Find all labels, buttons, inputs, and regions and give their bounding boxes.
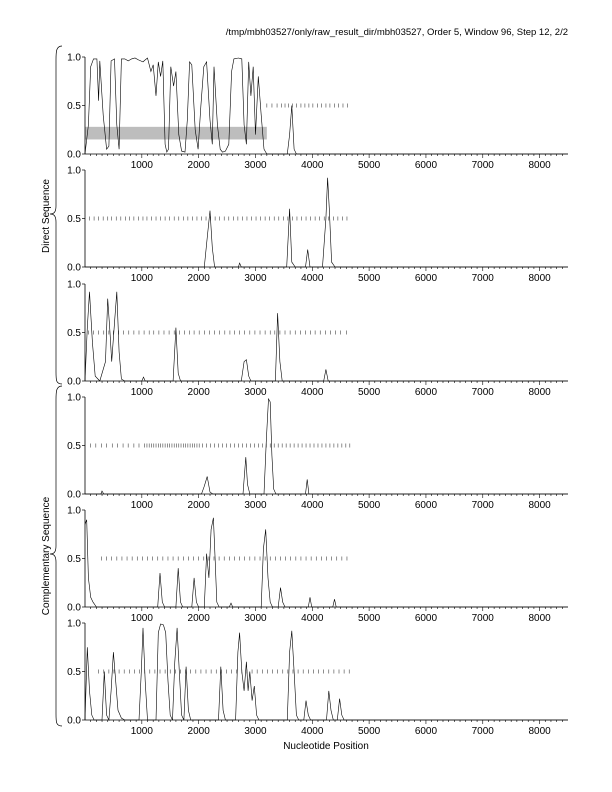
x-tick-label: 8000	[528, 613, 551, 624]
x-tick-label: 4000	[301, 273, 324, 284]
y-tick-label: 1.0	[67, 618, 81, 630]
x-tick-label: 2000	[187, 500, 210, 511]
x-tick-label: 5000	[357, 387, 381, 398]
y-tick-label: 1.0	[67, 52, 81, 64]
x-tick-label: 2000	[187, 160, 210, 171]
x-tick-label: 2000	[187, 613, 210, 624]
x-tick-label: 8000	[528, 500, 551, 511]
x-tick-label: 5000	[357, 273, 381, 284]
x-tick-label: 3000	[244, 500, 267, 511]
direct-sequence-label: Direct Sequence	[41, 179, 52, 253]
x-tick-label: 8000	[528, 387, 551, 398]
x-tick-label: 1000	[130, 500, 153, 511]
x-axis-title: Nucleotide Position	[283, 741, 369, 752]
y-tick-label: 0.0	[67, 489, 81, 501]
x-tick-label: 3000	[244, 273, 267, 284]
x-tick-label: 3000	[244, 387, 267, 398]
x-tick-label: 2000	[187, 726, 210, 737]
x-tick-label: 7000	[471, 726, 494, 737]
x-tick-label: 3000	[244, 160, 267, 171]
panel-6	[67, 619, 568, 738]
y-tick-label: 0.0	[67, 715, 81, 727]
x-tick-label: 7000	[471, 387, 494, 398]
x-tick-label: 7000	[471, 613, 494, 624]
panel-2	[67, 166, 568, 285]
y-tick-label: 0.0	[67, 149, 81, 161]
y-tick-label: 1.0	[67, 165, 81, 177]
y-tick-label: 1.0	[67, 392, 81, 404]
y-tick-label: 0.5	[67, 441, 81, 452]
x-tick-label: 5000	[357, 726, 381, 737]
coding-potential-line	[85, 292, 568, 381]
x-tick-label: 1000	[130, 726, 153, 737]
coding-potential-line	[85, 624, 568, 720]
x-tick-label: 7000	[471, 160, 494, 171]
x-tick-label: 1000	[130, 160, 153, 171]
panel-5	[67, 506, 568, 625]
coding-potential-line	[85, 518, 568, 607]
panel-1	[67, 53, 568, 172]
panel-3	[67, 280, 568, 399]
x-tick-label: 2000	[187, 273, 210, 284]
x-tick-label: 3000	[244, 613, 267, 624]
x-tick-label: 5000	[357, 500, 381, 511]
x-tick-label: 8000	[528, 160, 551, 171]
x-tick-label: 6000	[414, 160, 438, 171]
x-tick-label: 1000	[130, 387, 153, 398]
x-tick-label: 4000	[301, 613, 324, 624]
y-tick-label: 0.5	[67, 214, 81, 225]
x-tick-label: 6000	[414, 387, 438, 398]
highlight-bar	[85, 127, 267, 140]
y-tick-label: 0.5	[67, 554, 81, 565]
x-tick-label: 8000	[528, 726, 551, 737]
y-tick-label: 0.0	[67, 376, 81, 388]
y-tick-label: 1.0	[67, 505, 81, 517]
x-tick-label: 1000	[130, 273, 153, 284]
y-tick-label: 0.0	[67, 262, 81, 274]
y-tick-label: 1.0	[67, 279, 81, 291]
x-tick-label: 2000	[187, 387, 210, 398]
x-tick-label: 4000	[301, 387, 324, 398]
x-tick-label: 8000	[528, 273, 551, 284]
panels	[67, 53, 568, 738]
x-tick-label: 4000	[301, 726, 324, 737]
x-tick-label: 1000	[130, 613, 153, 624]
y-tick-label: 0.5	[67, 328, 81, 339]
x-tick-label: 3000	[244, 726, 267, 737]
panel-4	[67, 393, 568, 512]
coding-potential-line	[85, 399, 568, 494]
x-tick-label: 6000	[414, 613, 438, 624]
complementary-sequence-label: Complementary Sequence	[41, 496, 52, 616]
y-tick-label: 0.5	[67, 101, 81, 112]
x-tick-label: 7000	[471, 500, 494, 511]
x-tick-label: 4000	[301, 500, 324, 511]
x-tick-label: 6000	[414, 500, 438, 511]
coding-potential-line	[85, 58, 568, 154]
x-tick-label: 6000	[414, 726, 438, 737]
x-tick-label: 6000	[414, 273, 438, 284]
x-tick-label: 7000	[471, 273, 494, 284]
x-tick-label: 5000	[357, 160, 381, 171]
coding-potential-line	[85, 178, 568, 267]
y-tick-label: 0.0	[67, 602, 81, 614]
y-tick-label: 0.5	[67, 667, 81, 678]
x-tick-label: 5000	[357, 613, 381, 624]
figure-header: /tmp/mbh03527/only/raw_result_dir/mbh03527, Order 5, Window 96, Step 12, 2/2	[225, 27, 568, 38]
x-tick-label: 4000	[301, 160, 324, 171]
